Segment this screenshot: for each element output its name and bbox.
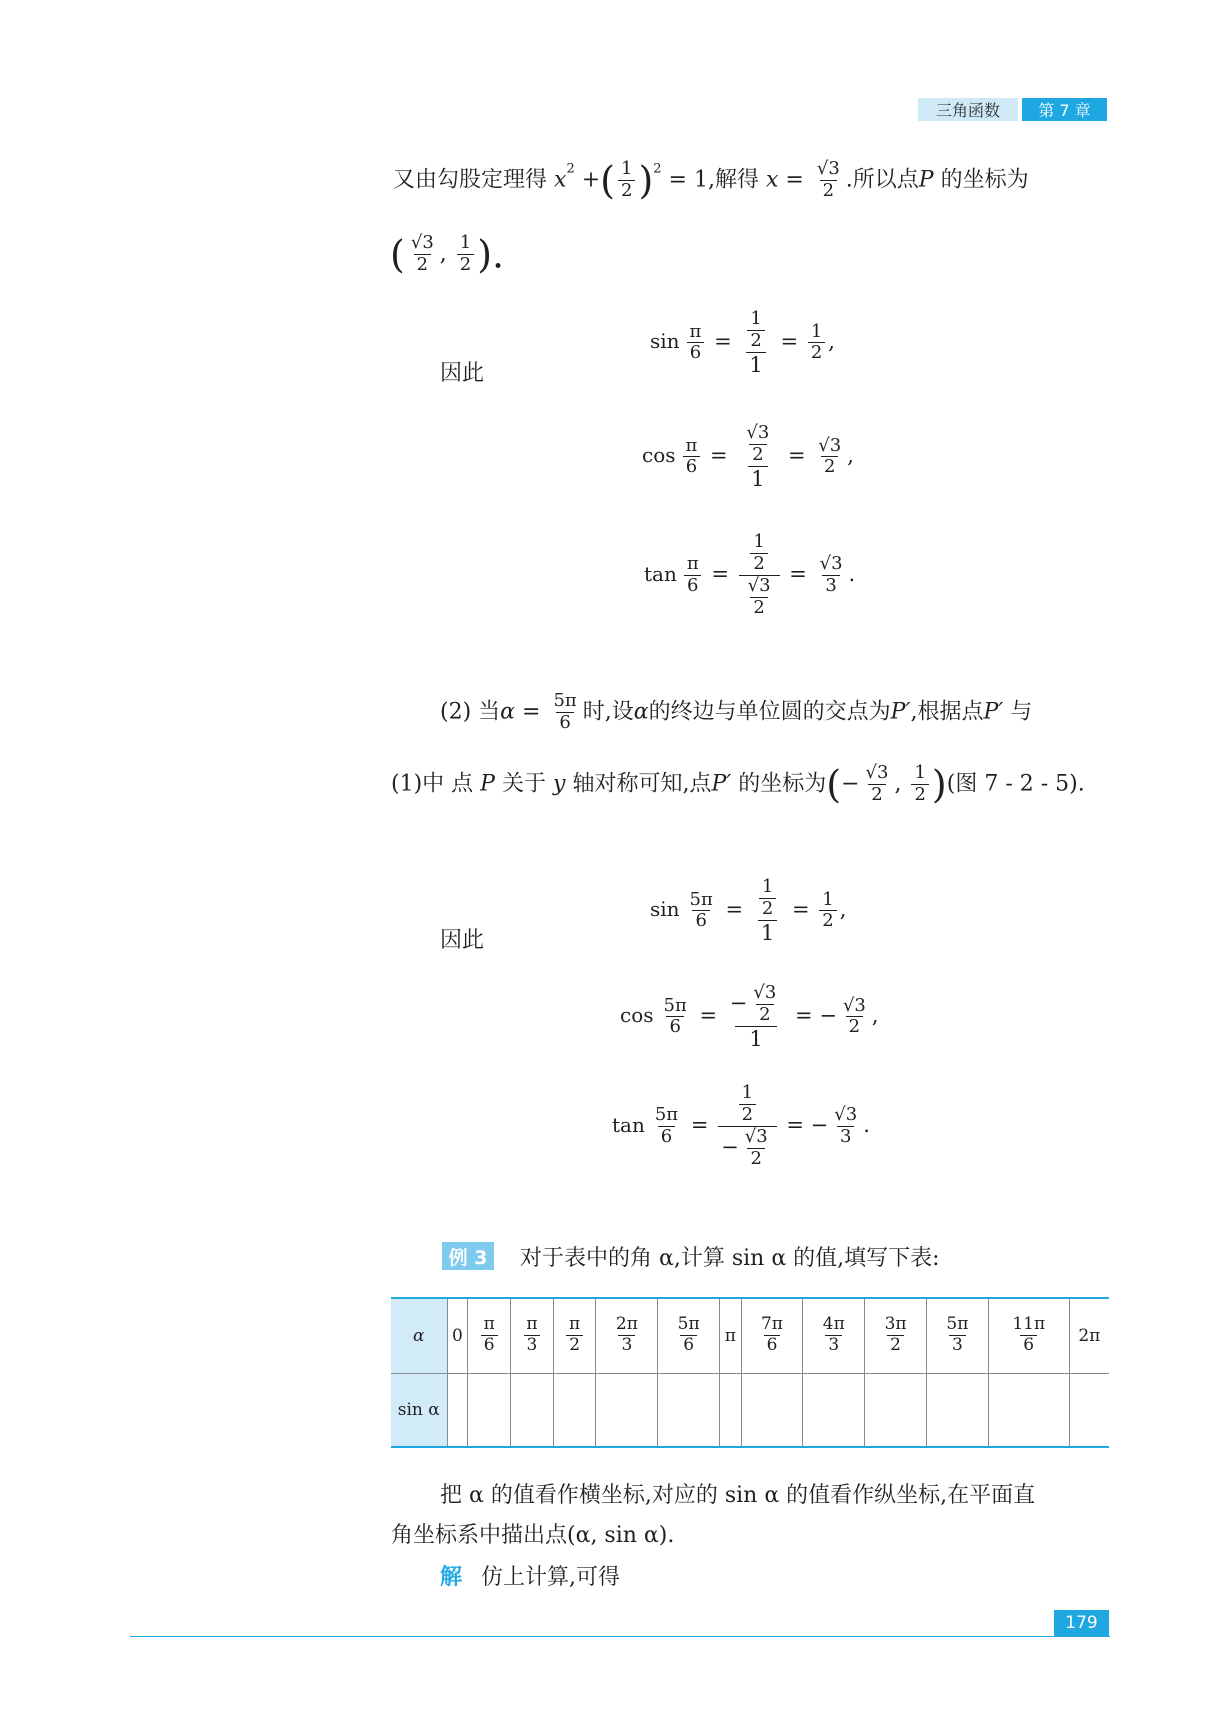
sin-value-cell[interactable] xyxy=(1069,1373,1109,1447)
angle-numerator: 7π xyxy=(760,1314,783,1335)
angle-cell xyxy=(803,1298,865,1373)
example-badge: 例 3 xyxy=(442,1242,494,1270)
angle-denominator: 3 xyxy=(524,1335,541,1355)
angle-denominator: 2 xyxy=(566,1335,583,1355)
table-row-sin xyxy=(391,1373,1109,1447)
angle-cell: π xyxy=(720,1298,742,1373)
chapter-title: 三角函数 xyxy=(918,98,1018,121)
sin-value-cell[interactable] xyxy=(468,1373,511,1447)
angle-cell xyxy=(511,1298,554,1373)
angle-numerator: 4π xyxy=(822,1314,845,1335)
sin-value-cell[interactable] xyxy=(926,1373,988,1447)
sin-value-cell[interactable] xyxy=(720,1373,742,1447)
eq-cos-pi-6: cos $\frac{\pi}{6}$ = $\frac{\frac{√3}{2}}{1}$ = $\frac{√3}{2}$ , xyxy=(642,422,854,491)
solution-label: 解 xyxy=(440,1565,463,1590)
solution-text: 仿上计算,可得 xyxy=(481,1565,621,1590)
eq-sin-5pi-6: sin $\frac{5\pi}{6}$ = $\frac{\frac{1}{2}}{1}$ = $\frac{1}{2}$ , xyxy=(650,876,847,945)
angle-numerator: π xyxy=(526,1314,538,1335)
angle-cell xyxy=(468,1298,511,1373)
angle-numerator: 5π xyxy=(677,1314,700,1335)
table-header-alpha: α xyxy=(391,1298,447,1373)
angle-cell xyxy=(926,1298,988,1373)
instruction-line-1: 把 α 的值看作横坐标,对应的 sin α 的值看作纵坐标,在平面直 xyxy=(440,1483,1036,1508)
angle-cell xyxy=(596,1298,658,1373)
angle-cell xyxy=(741,1298,803,1373)
footer-rule xyxy=(130,1636,1110,1637)
therefore-label-2: 因此 xyxy=(440,928,485,953)
angle-denominator: 2 xyxy=(887,1335,904,1355)
angle-cell xyxy=(553,1298,596,1373)
eq-cos-5pi-6: cos $\frac{5\pi}{6}$ = − $\frac{√3}{2}$ 1 = − $\frac{√3}{2}$ , xyxy=(620,982,879,1051)
angle-numerator: 3π xyxy=(884,1314,907,1335)
angle-denominator: 6 xyxy=(764,1335,781,1355)
solution-line xyxy=(440,1560,620,1591)
table-row-alpha xyxy=(391,1298,1109,1373)
angle-cell: 2π xyxy=(1069,1298,1109,1373)
eq-sin-pi-6: sin $\frac{\pi}{6}$ = $\frac{\frac{1}{2}}{1}$ = $\frac{1}{2}$ , xyxy=(650,308,835,377)
angle-numerator: 2π xyxy=(615,1314,638,1335)
angle-numerator: 11π xyxy=(1012,1314,1046,1335)
page-number: 179 xyxy=(1054,1610,1109,1636)
angle-cell xyxy=(658,1298,720,1373)
sin-value-cell[interactable] xyxy=(596,1373,658,1447)
angle-denominator: 3 xyxy=(825,1335,842,1355)
sin-value-cell[interactable] xyxy=(658,1373,720,1447)
angle-denominator: 3 xyxy=(949,1335,966,1355)
therefore-label-1: 因此 xyxy=(440,361,485,386)
table-header-sin: sin α xyxy=(391,1373,447,1447)
eq-tan-5pi-6: tan $\frac{5\pi}{6}$ = $\frac{1}{2}$ − $\frac{√3}{2}$ = − $\frac{√3}{3}$ . xyxy=(612,1082,870,1169)
sin-value-cell[interactable] xyxy=(803,1373,865,1447)
angle-denominator: 6 xyxy=(680,1335,697,1355)
angle-numerator: π xyxy=(569,1314,581,1335)
angle-cell xyxy=(988,1298,1069,1373)
sin-value-cell[interactable] xyxy=(511,1373,554,1447)
point-p-coordinate: ( $\frac{√3}{2}$ , $\frac{1}{2}$ ). xyxy=(390,232,505,277)
angle-table xyxy=(391,1297,1109,1448)
angle-numerator: π xyxy=(483,1314,495,1335)
paragraph-pythagoras: 又由勾股定理得 $x^2$ +( $\frac{1}{2}$ )$^2$ = 1,解得 x = $\frac{√3}{2}$ .所以点P 的坐标为 xyxy=(393,158,1029,203)
sin-value-cell[interactable] xyxy=(447,1373,468,1447)
example-prompt: 对于表中的角 α,计算 sin α 的值,填写下表: xyxy=(520,1246,940,1271)
angle-cell: 0 xyxy=(447,1298,468,1373)
angle-denominator: 6 xyxy=(1020,1335,1037,1355)
angle-denominator: 6 xyxy=(481,1335,498,1355)
paragraph-part-2-cont: (1)中 点 P 关于 y 轴对称可知,点P′ 的坐标为(− $\frac{√3}{2}$ , $\frac{1}{2}$ )(图 7 - 2 - 5). xyxy=(391,762,1085,807)
sin-value-cell[interactable] xyxy=(988,1373,1069,1447)
instruction-line-2: 角坐标系中描出点(α, sin α). xyxy=(391,1523,675,1548)
angle-numerator: 5π xyxy=(946,1314,969,1335)
chapter-number: 第 7 章 xyxy=(1022,98,1107,121)
angle-denominator: 3 xyxy=(618,1335,635,1355)
angle-cell xyxy=(865,1298,927,1373)
sin-value-cell[interactable] xyxy=(865,1373,927,1447)
paragraph-part-2: (2) 当α = $\frac{5\pi}{6}$ 时,设α的终边与单位圆的交点为P′,根据点P′ 与 xyxy=(440,690,1033,733)
sin-value-cell[interactable] xyxy=(741,1373,803,1447)
eq-tan-pi-6: tan $\frac{\pi}{6}$ = $\frac{\frac{1}{2}}{\frac{√3}{2}}$ = $\frac{√3}{3}$ . xyxy=(644,531,856,618)
sin-value-cell[interactable] xyxy=(553,1373,596,1447)
